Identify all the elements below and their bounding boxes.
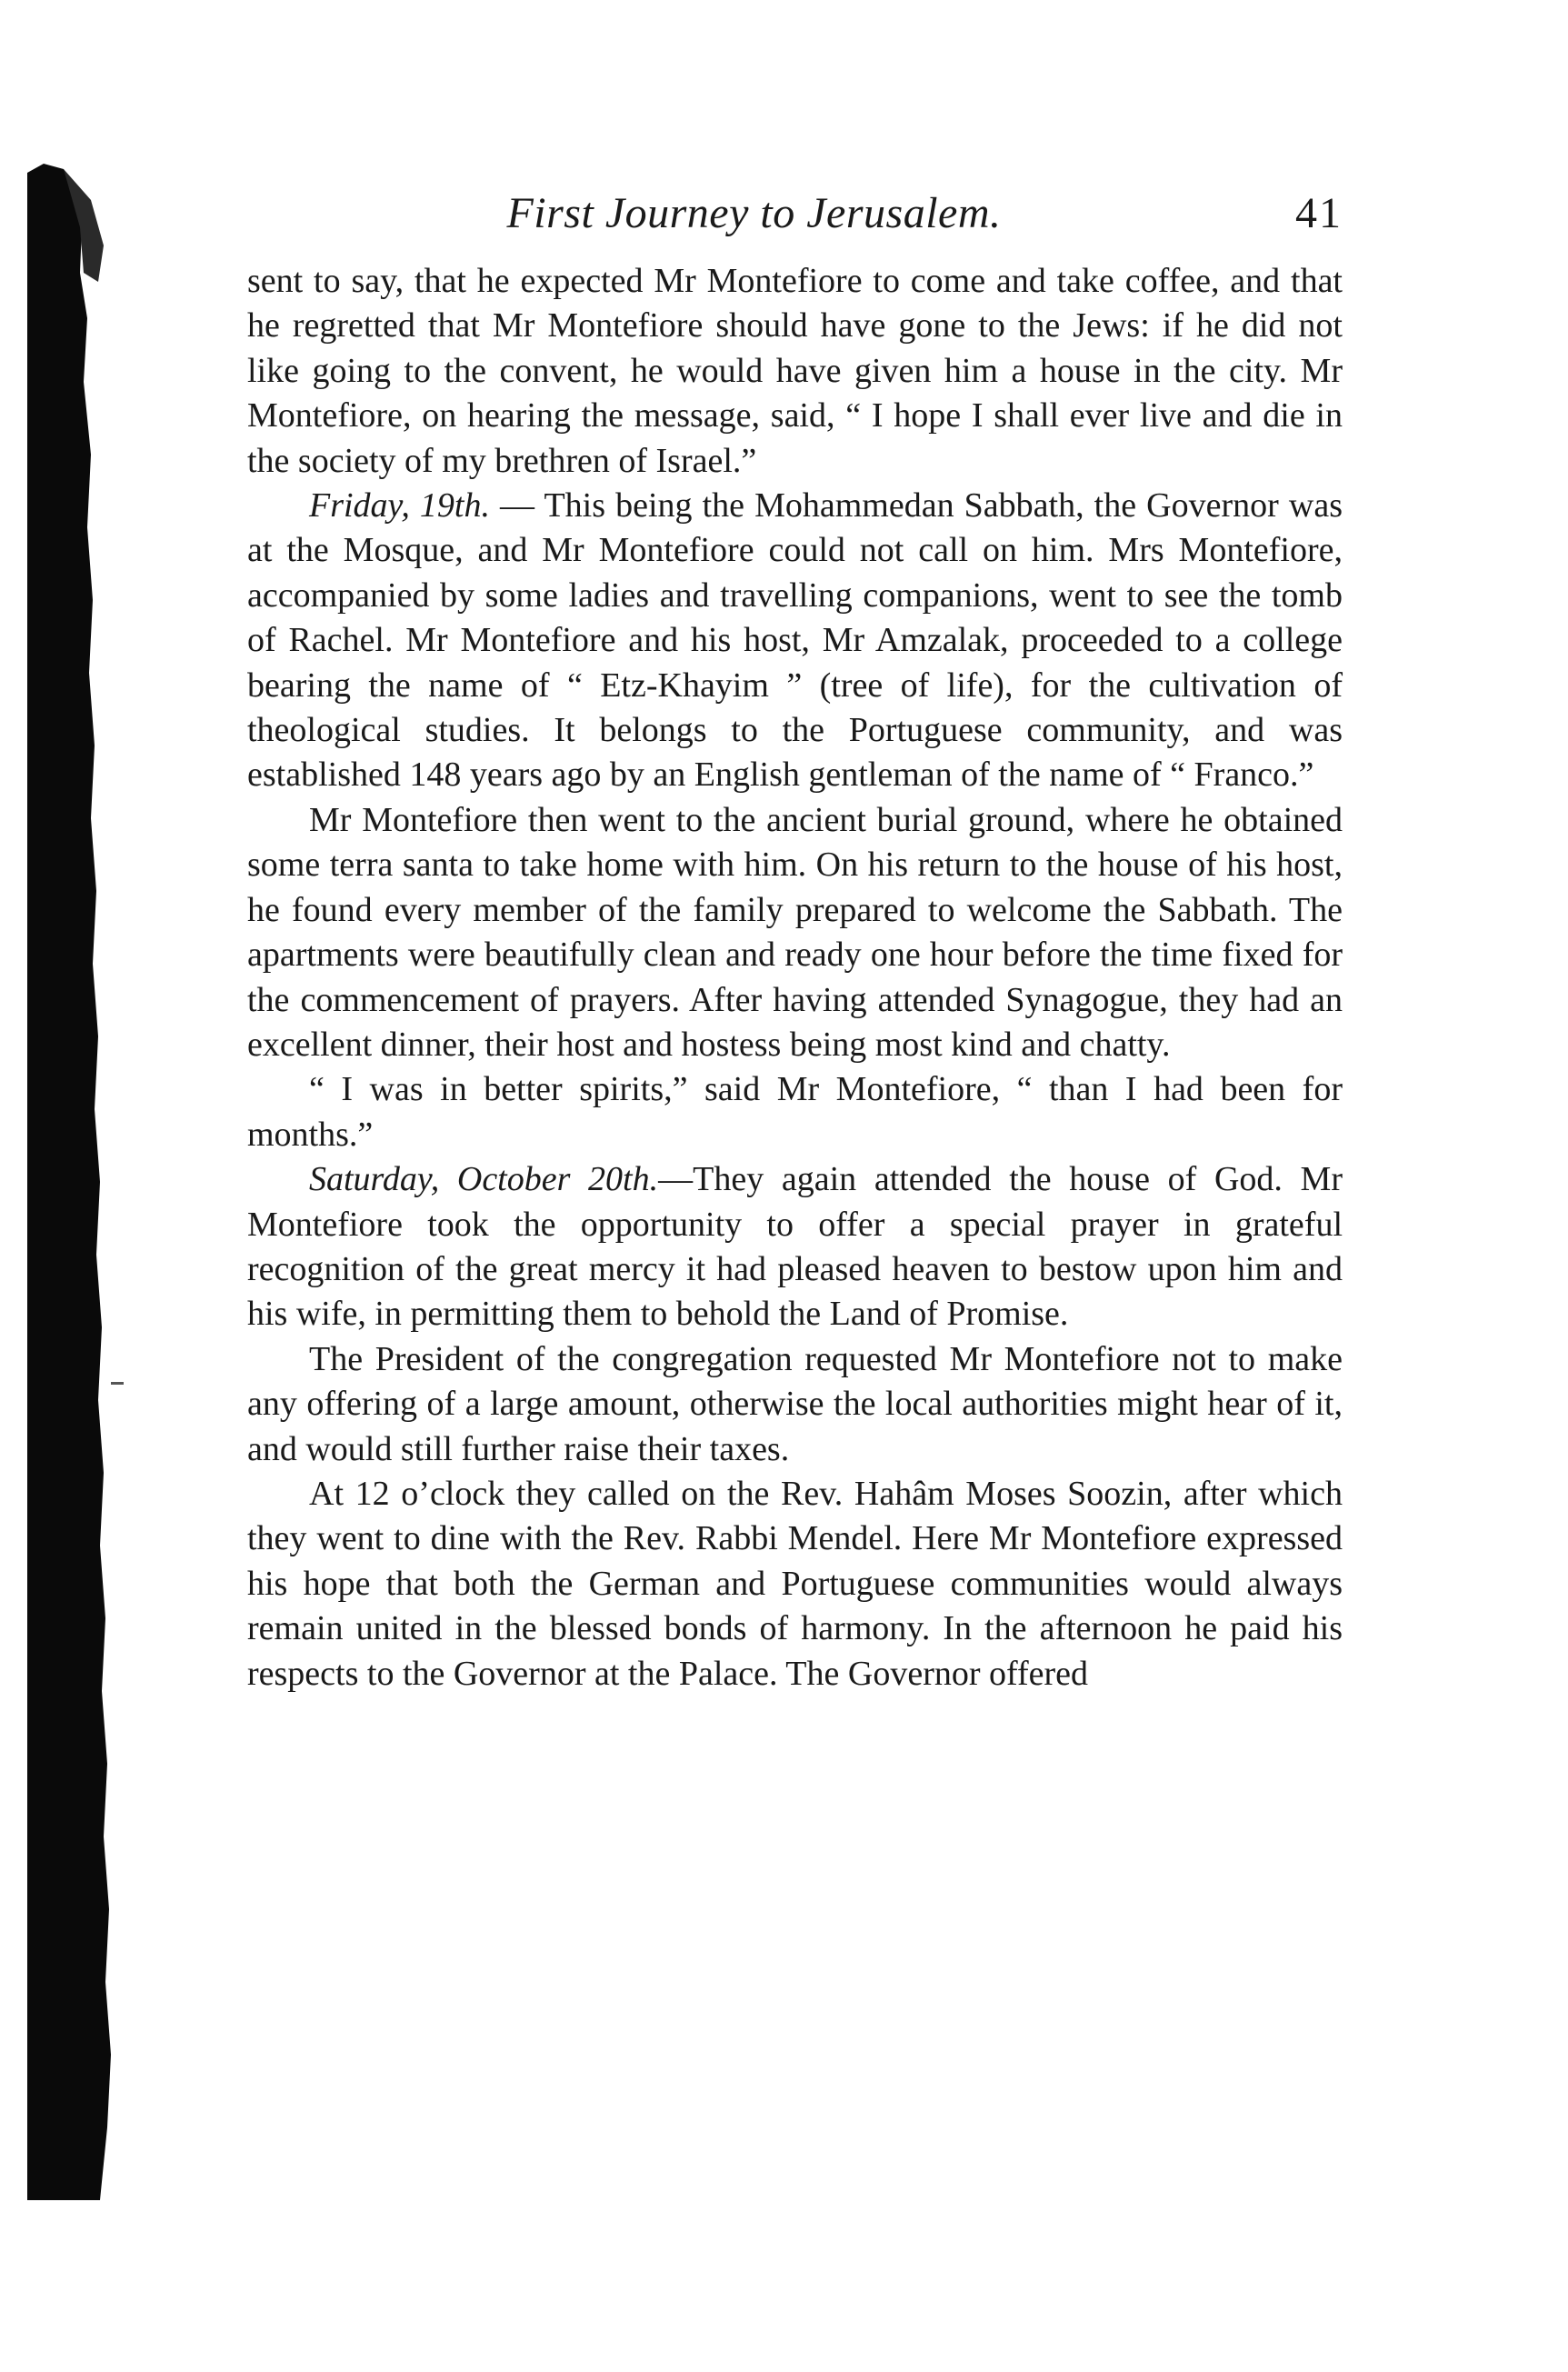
paragraph <box>247 1157 1343 1337</box>
page-number: 41 <box>1295 189 1343 237</box>
paragraph-text: —They again attended the house of God. Mr Montefiore took the opportunity to offer a special prayer in grateful recognition of the great mercy it had pleased heaven to bestow upon him and his wife, in permitting them to behold the Land of Promise. <box>247 1160 1343 1334</box>
paragraph <box>247 798 1343 1067</box>
book-page <box>247 177 1343 1696</box>
running-title: First Journey to Jerusalem. <box>506 189 1002 237</box>
paragraph-text: The President of the congregation requested Mr Montefiore not to make any offering of a large amount, otherwise the local authorities might hear of it, and would still further raise their taxes. <box>247 1339 1343 1468</box>
paragraph <box>247 484 1343 798</box>
paragraph-text: sent to say, that he expected Mr Montefiore to come and take coffee, and that he regretted that Mr Montefiore should have gone to the Jews: if he did not like going to the convent, he would have given him a house in the city. Mr Montefiore, on hearing the message, said, “ I hope I shall ever live and die in the society of my brethren of Israel.” <box>247 262 1343 480</box>
paragraph-text: At 12 o’clock they called on the Rev. Hahâm Moses Soozin, after which they went to dine with the Rev. Rabbi Mendel. Here Mr Montefiore expressed his hope that both the German and Portuguese communities would always remain united in the blessed bonds of harmony. In the afternoon he paid his respects to the Governor at the Palace. The Governor offered <box>247 1474 1343 1693</box>
paragraph <box>247 259 1343 484</box>
running-header <box>247 177 1343 259</box>
paragraph-text: Mr Montefiore then went to the ancient burial ground, where he obtained some terra santa to take home with him. On his return to the house of his host, he found every member of the family prepared to welcome the Sabbath. The apartments were beautifully clean and ready one hour before the time fixed for the commencement of prayers. After having attended Synagogue, they had an excellent dinner, their host and hostess being most kind and chatty. <box>247 800 1343 1064</box>
paragraph <box>247 1472 1343 1696</box>
date-heading: Friday, 19th. <box>309 486 490 525</box>
paragraph-text: “ I was in better spirits,” said Mr Montefiore, “ than I had been for months.” <box>247 1070 1343 1154</box>
scanned-page-edge-shadow <box>27 164 127 2200</box>
paragraph-text: — This being the Mohammedan Sabbath, the Governor was at the Mosque, and Mr Montefiore could not call on him. Mrs Montefiore, accompanied by some ladies and travelling companions, went to see the tomb of Rachel. Mr Montefiore and his host, Mr Amzalak, proceeded to a college bearing the name of “ Etz-Khayim ” (tree of life), for the cultivation of theological studies. It belongs to the Portuguese community, and was established 148 years ago by an English gentleman of the name of “ Franco.” <box>247 486 1343 795</box>
paragraph <box>247 1337 1343 1472</box>
date-heading: Saturday, October 20th. <box>309 1160 659 1199</box>
body-text <box>247 259 1343 1696</box>
paragraph <box>247 1067 1343 1157</box>
